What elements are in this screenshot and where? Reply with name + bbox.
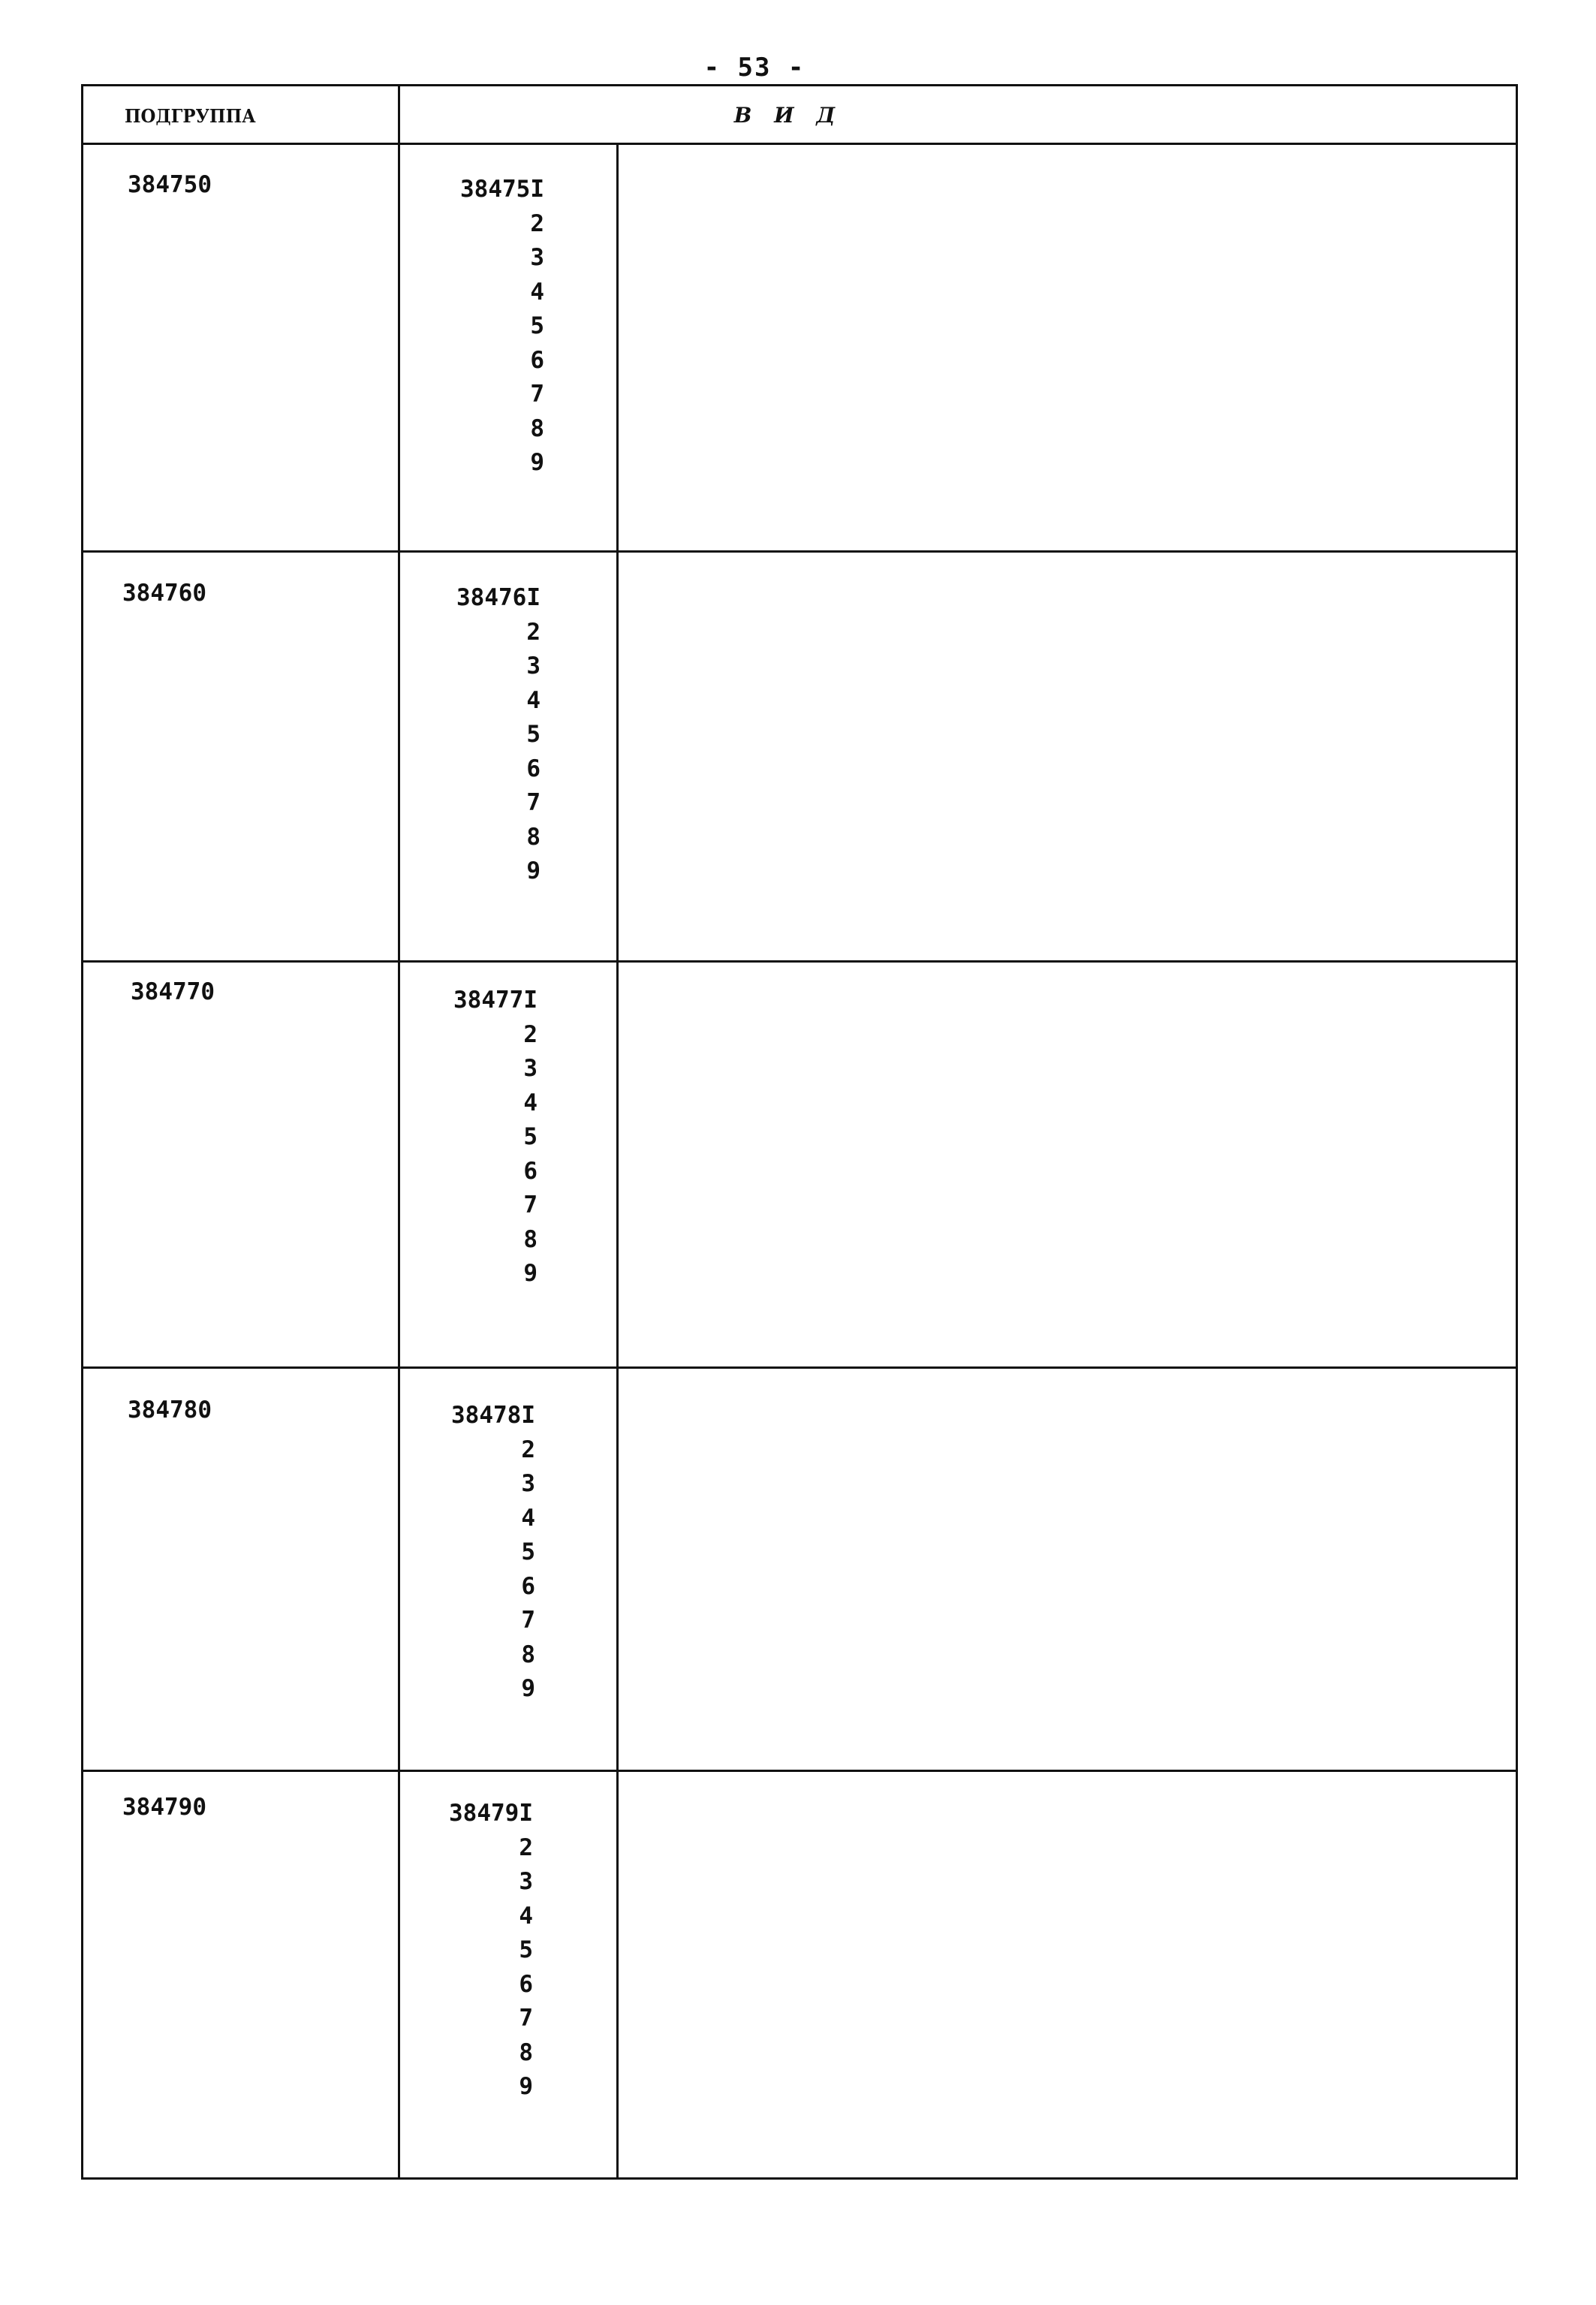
group-divider [81, 1770, 1518, 1772]
kind-code: 6 [523, 1157, 538, 1185]
kind-code: 6 [526, 755, 541, 782]
kind-code: 4 [530, 278, 544, 306]
kind-code: 5 [521, 1538, 535, 1565]
kind-code: 38478I [451, 1402, 535, 1429]
kind-code: 6 [530, 346, 544, 374]
kind-code: 2 [530, 209, 544, 237]
kind-code: 4 [521, 1504, 535, 1532]
kind-code: 6 [521, 1572, 535, 1600]
kind-code: 2 [523, 1020, 538, 1048]
page-number: - 53 - [703, 53, 806, 83]
header-subgroup: ПОДГРУППА [125, 105, 256, 127]
header-kind: В И Д [733, 103, 843, 128]
kind-code: 38479I [449, 1800, 533, 1827]
group-divider [81, 1366, 1518, 1369]
kind-code: 7 [519, 2005, 533, 2032]
kind-code: 9 [523, 1260, 538, 1287]
subgroup-code: 384760 [122, 580, 206, 607]
kind-code: 4 [519, 1902, 533, 1930]
kind-code: 5 [530, 312, 544, 339]
kind-code: 7 [530, 381, 544, 408]
kind-list [400, 1399, 535, 1707]
kind-code: 9 [530, 449, 544, 476]
kind-code: 38475I [460, 176, 544, 203]
kind-list [402, 984, 538, 1291]
kind-list [409, 173, 544, 481]
kind-code: 3 [521, 1470, 535, 1497]
kind-code: 8 [521, 1641, 535, 1668]
subgroup-code: 384770 [131, 978, 215, 1005]
kind-code: 8 [523, 1225, 538, 1253]
kind-code: 3 [530, 244, 544, 271]
kind-code: 8 [530, 414, 544, 442]
kind-code: 4 [526, 686, 541, 714]
kind-code: 4 [523, 1089, 538, 1116]
kind-code: 7 [526, 789, 541, 816]
header-divider [81, 143, 1518, 145]
table-top-border [81, 84, 1518, 86]
kind-code: 6 [519, 1970, 533, 1998]
kind-code: 9 [521, 1675, 535, 1702]
kind-code: 3 [526, 652, 541, 679]
table-left-border [81, 84, 83, 2180]
group-divider [81, 550, 1518, 553]
kind-code-column-divider [616, 143, 619, 2180]
subgroup-code: 384790 [122, 1794, 206, 1821]
kind-code: 38477I [453, 987, 538, 1014]
kind-code: 2 [519, 1833, 533, 1861]
kind-code: 7 [523, 1192, 538, 1219]
kind-code: 2 [526, 618, 541, 646]
kind-code: 3 [519, 1868, 533, 1895]
kind-code: 2 [521, 1436, 535, 1463]
kind-code: 7 [521, 1607, 535, 1634]
kind-code: 9 [526, 857, 541, 884]
kind-code: 8 [519, 2038, 533, 2066]
kind-code: 5 [526, 721, 541, 748]
subgroup-code: 384750 [128, 171, 212, 198]
kind-code: 5 [519, 1936, 533, 1963]
table-bottom-border [81, 2177, 1518, 2180]
kind-code: 8 [526, 823, 541, 851]
kind-code: 3 [523, 1055, 538, 1082]
table-right-border [1516, 84, 1518, 2180]
kind-list [405, 581, 541, 889]
kind-list [398, 1797, 533, 2105]
kind-code: 9 [519, 2073, 533, 2100]
kind-code: 38476I [456, 584, 541, 611]
kind-code: 5 [523, 1123, 538, 1150]
group-divider [81, 960, 1518, 963]
subgroup-code: 384780 [128, 1397, 212, 1424]
